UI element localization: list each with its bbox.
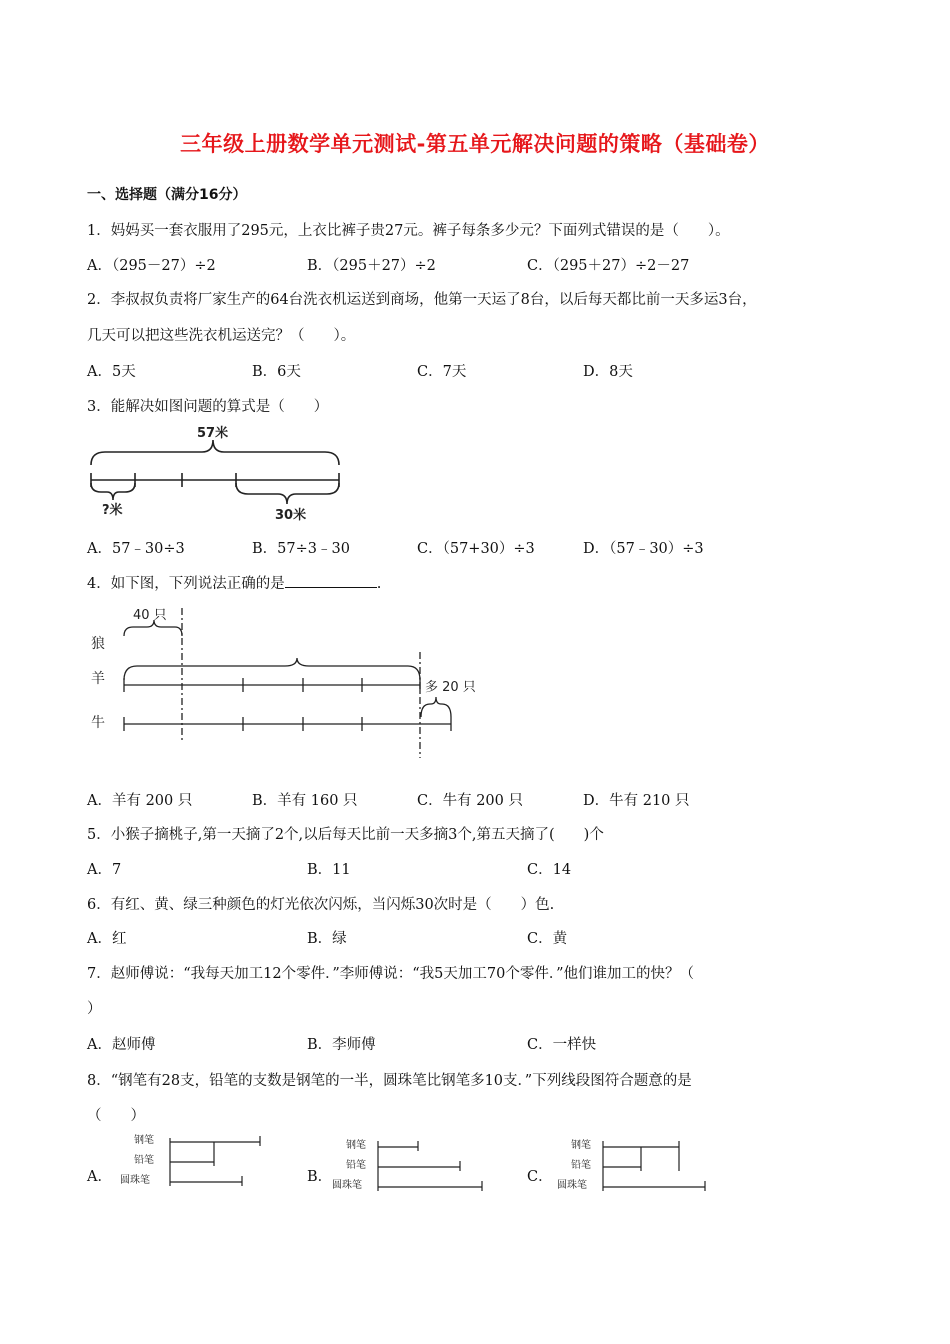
q3-total-label: 57米 [197, 426, 229, 441]
q3-option-c[interactable]: C．（57+30）÷3 [417, 541, 535, 557]
q3-option-d[interactable]: D．（57﹣30）÷3 [583, 541, 704, 557]
q4-answer-blank[interactable] [285, 573, 377, 588]
question-4: 4．如下图，下列说法正确的是 . [87, 572, 381, 593]
pen-label: 钢笔 [571, 1140, 591, 1151]
q7-option-c[interactable]: C．一样快 [527, 1037, 597, 1053]
more-label: 多 20 只 [425, 680, 476, 695]
ballpen-label: 圆珠笔 [557, 1180, 587, 1191]
question-8-cont: （ ） [87, 1108, 145, 1124]
q3-unknown-label: ?米 [102, 503, 123, 518]
pencil-label: 铅笔 [571, 1160, 591, 1171]
pen-label: 钢笔 [346, 1140, 366, 1151]
q3-total-brace [91, 440, 339, 465]
q4-segment-diagram [85, 600, 505, 765]
question-2: 2．李叔叔负责将厂家生产的64台洗衣机运送到商场，他第一天运了8台，以后每天都比前一天多运3台， [87, 292, 757, 308]
q2-option-d[interactable]: D．8天 [583, 364, 633, 380]
q6-option-c[interactable]: C．黄 [527, 931, 568, 947]
q3-unknown-brace [91, 483, 135, 500]
ballpen-label: 圆珠笔 [120, 1175, 150, 1186]
pen-label: 钢笔 [134, 1135, 154, 1146]
q7-option-a[interactable]: A．赵师傅 [87, 1037, 156, 1053]
question-8: 8．“钢笔有28支，铅笔的支数是钢笔的一半，圆珠笔比钢笔多10支．”下列线段图符合题意的是 [87, 1073, 692, 1089]
q3-option-b[interactable]: B．57÷3﹣30 [252, 541, 350, 557]
q1-option-c[interactable]: C．（295＋27）÷2－27 [527, 258, 690, 274]
question-2-cont: 几天可以把这些洗衣机运送完？（ ）。 [87, 328, 356, 344]
q2-option-b[interactable]: B．6天 [252, 364, 301, 380]
cow-label: 牛 [91, 715, 105, 731]
question-7: 7．赵师傅说：“我每天加工12个零件．”李师傅说：“我5天加工70个零件．”他们谁加工的快？（ [87, 966, 694, 982]
question-7-cont: ） [87, 1001, 102, 1017]
q3-part-brace [236, 483, 339, 504]
ballpen-label: 圆珠笔 [332, 1180, 362, 1191]
q7-option-b[interactable]: B．李师傅 [307, 1037, 376, 1053]
q2-option-a[interactable]: A．5天 [87, 364, 136, 380]
sheep-label: 羊 [91, 671, 105, 687]
question-5: 5．小猴子摘桃子,第一天摘了2个,以后每天比前一天多摘3个,第五天摘了( )个 [87, 827, 604, 843]
q3-segment-diagram [85, 420, 350, 525]
q8-option-a[interactable]: A． [87, 1169, 112, 1185]
pencil-label: 铅笔 [346, 1160, 366, 1171]
question-3: 3．能解决如图问题的算式是（ ） [87, 399, 329, 415]
question-1: 1．妈妈买一套衣服用了295元，上衣比裤子贵27元。裤子每条多少元？下面列式错误的是（ ）。 [87, 223, 730, 239]
q3-part-label: 30米 [275, 508, 307, 523]
q6-option-b[interactable]: B．绿 [307, 931, 347, 947]
q5-option-b[interactable]: B．11 [307, 862, 351, 878]
q2-option-c[interactable]: C．7天 [417, 364, 467, 380]
q4-option-d[interactable]: D．牛有 210 只 [583, 793, 690, 809]
q8-diagram-a[interactable] [110, 1130, 270, 1190]
question-6: 6．有红、黄、绿三种颜色的灯光依次闪烁，当闪烁30次时是（ ）色. [87, 897, 555, 913]
wolf-count-label: 40 只 [133, 608, 167, 623]
q1-option-b[interactable]: B．（295＋27）÷2 [307, 258, 436, 274]
q5-option-c[interactable]: C．14 [527, 862, 572, 878]
q1-option-a[interactable]: A．（295－27）÷2 [87, 258, 216, 274]
q8-option-c[interactable]: C． [527, 1169, 553, 1185]
q5-option-a[interactable]: A．7 [87, 862, 122, 878]
q4-option-a[interactable]: A．羊有 200 只 [87, 793, 193, 809]
q4-option-c[interactable]: C．牛有 200 只 [417, 793, 523, 809]
page-title: 三年级上册数学单元测试-第五单元解决问题的策略（基础卷） [180, 132, 770, 156]
q3-option-a[interactable]: A．57﹣30÷3 [87, 541, 185, 557]
q6-option-a[interactable]: A．红 [87, 931, 127, 947]
q8-option-b[interactable]: B． [307, 1169, 333, 1185]
q4-option-b[interactable]: B．羊有 160 只 [252, 793, 358, 809]
wolf-label: 狼 [91, 636, 105, 652]
q8-diagram-c[interactable] [555, 1135, 715, 1195]
q8-diagram-b[interactable] [330, 1135, 490, 1195]
pencil-label: 铅笔 [134, 1155, 154, 1166]
section-heading: 一、选择题（满分16分） [87, 187, 247, 203]
